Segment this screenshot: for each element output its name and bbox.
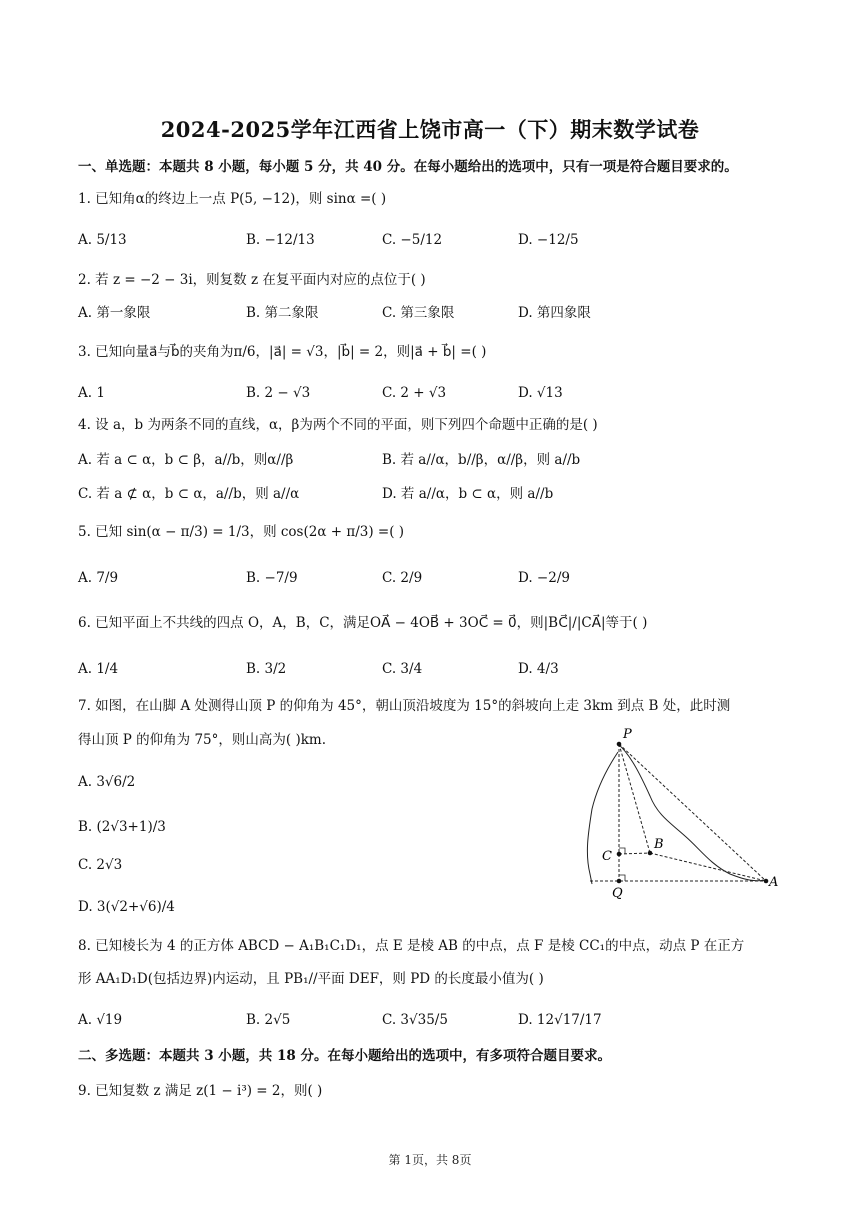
question-5-option-c[interactable]: C. 2/9 [382, 570, 423, 586]
question-6-option-b[interactable]: B. 3/2 [246, 661, 287, 677]
question-4-option-a[interactable]: A. 若 a ⊂ α，b ⊂ β，a//b，则α//β [78, 452, 294, 468]
mountain-elevation-figure [580, 724, 780, 900]
question-8-option-a[interactable]: A. √19 [78, 1012, 123, 1028]
section-multiple-choice-header: 二、多选题：本题共 3 小题，共 18 分。在每小题给出的选项中，有多项符合题目要求。 [78, 1048, 611, 1064]
question-1-option-b[interactable]: B. −12/13 [246, 232, 315, 248]
question-8-option-b[interactable]: B. 2√5 [246, 1012, 291, 1028]
label-b: B [654, 837, 664, 852]
question-7-option-d[interactable]: D. 3(√2+√6)/4 [78, 899, 175, 915]
line-ba [650, 853, 766, 881]
question-1-option-a[interactable]: A. 5/13 [78, 232, 127, 248]
question-3-stem: 3. 已知向量a⃗与b⃗的夹角为π/6，|a⃗| = √3，|b⃗| = 2，则|a⃗ + b⃗| =( ) [78, 344, 487, 360]
question-4-option-d[interactable]: D. 若 a//α，b ⊂ α，则 a//b [382, 486, 554, 502]
question-7-stem: 7. 如图，在山脚 A 处测得山顶 P 的仰角为 45°，朝山顶沿坡度为 15°的斜坡向上走 3km 到点 B 处，此时测 [78, 698, 731, 714]
line-pa [619, 744, 766, 881]
question-5-option-d[interactable]: D. −2/9 [518, 570, 570, 586]
question-4-stem: 4. 设 a，b 为两条不同的直线，α，β为两个不同的平面，则下列四个命题中正确的是( ) [78, 417, 598, 433]
label-p: P [623, 727, 632, 742]
question-4-option-c[interactable]: C. 若 a ⊄ α，b ⊂ α，a//b，则 a//α [78, 486, 300, 502]
question-2-option-b[interactable]: B. 第二象限 [246, 305, 319, 321]
line-bc [619, 853, 650, 854]
question-3-option-c[interactable]: C. 2 + √3 [382, 385, 447, 401]
label-a: A [769, 875, 779, 890]
point-b [648, 851, 653, 856]
question-8-stem-cont: 形 AA₁D₁D(包括边界)内运动，且 PB₁//平面 DEF，则 PD 的长度最小值为( ) [78, 971, 544, 987]
page-footer: 第 1页，共 8页 [388, 1153, 472, 1167]
question-7-option-c[interactable]: C. 2√3 [78, 857, 123, 873]
point-p [617, 742, 622, 747]
question-2-option-d[interactable]: D. 第四象限 [518, 305, 591, 321]
question-4-option-b[interactable]: B. 若 a//α，b//β，α//β，则 a//b [382, 452, 581, 468]
question-2-option-c[interactable]: C. 第三象限 [382, 305, 455, 321]
label-c: C [602, 849, 612, 864]
question-6-stem: 6. 已知平面上不共线的四点 O，A，B，C，满足OA⃗ − 4OB⃗ + 3OC⃗ = 0⃗，则|BC⃗|/|CA⃗|等于( ) [78, 615, 648, 631]
question-5-stem: 5. 已知 sin(α − π/3) = 1/3，则 cos(2α + π/3) =( ) [78, 524, 405, 540]
mountain-left-slope [587, 752, 618, 884]
mountain-right-slope [618, 744, 765, 881]
question-8-option-c[interactable]: C. 3√35/5 [382, 1012, 448, 1028]
question-7-option-b[interactable]: B. (2√3+1)/3 [78, 819, 166, 835]
question-6-option-d[interactable]: D. 4/3 [518, 661, 559, 677]
question-5-option-a[interactable]: A. 7/9 [78, 570, 119, 586]
point-c [617, 852, 622, 857]
question-6-option-a[interactable]: A. 1/4 [78, 661, 119, 677]
page-title: 2024-2025学年江西省上饶市高一（下）期末数学试卷 [160, 117, 700, 142]
label-q: Q [612, 886, 623, 900]
point-q [617, 879, 622, 884]
question-9-stem: 9. 已知复数 z 满足 z(1 − i³) = 2，则( ) [78, 1083, 323, 1099]
question-5-option-b[interactable]: B. −7/9 [246, 570, 298, 586]
section-single-choice-header: 一、单选题：本题共 8 小题，每小题 5 分，共 40 分。在每小题给出的选项中，只有一项是符合题目要求的。 [78, 159, 738, 175]
question-6-option-c[interactable]: C. 3/4 [382, 661, 423, 677]
point-a [764, 879, 769, 884]
question-1-stem: 1. 已知角α的终边上一点 P(5, −12)，则 sinα =( ) [78, 191, 387, 207]
question-2-option-a[interactable]: A. 第一象限 [78, 305, 151, 321]
question-1-option-d[interactable]: D. −12/5 [518, 232, 579, 248]
question-3-option-a[interactable]: A. 1 [78, 385, 105, 401]
question-3-option-b[interactable]: B. 2 − √3 [246, 385, 311, 401]
question-7-stem-cont: 得山顶 P 的仰角为 75°，则山高为( )km. [78, 732, 326, 748]
question-3-option-d[interactable]: D. √13 [518, 385, 563, 401]
question-7-option-a[interactable]: A. 3√6/2 [78, 774, 136, 790]
line-pb [619, 744, 650, 853]
question-8-option-d[interactable]: D. 12√17/17 [518, 1012, 602, 1028]
question-2-stem: 2. 若 z = −2 − 3i，则复数 z 在复平面内对应的点位于( ) [78, 272, 426, 288]
question-8-stem: 8. 已知棱长为 4 的正方体 ABCD − A₁B₁C₁D₁，点 E 是棱 AB 的中点，点 F 是棱 CC₁的中点，动点 P 在正方 [78, 938, 745, 954]
question-1-option-c[interactable]: C. −5/12 [382, 232, 443, 248]
